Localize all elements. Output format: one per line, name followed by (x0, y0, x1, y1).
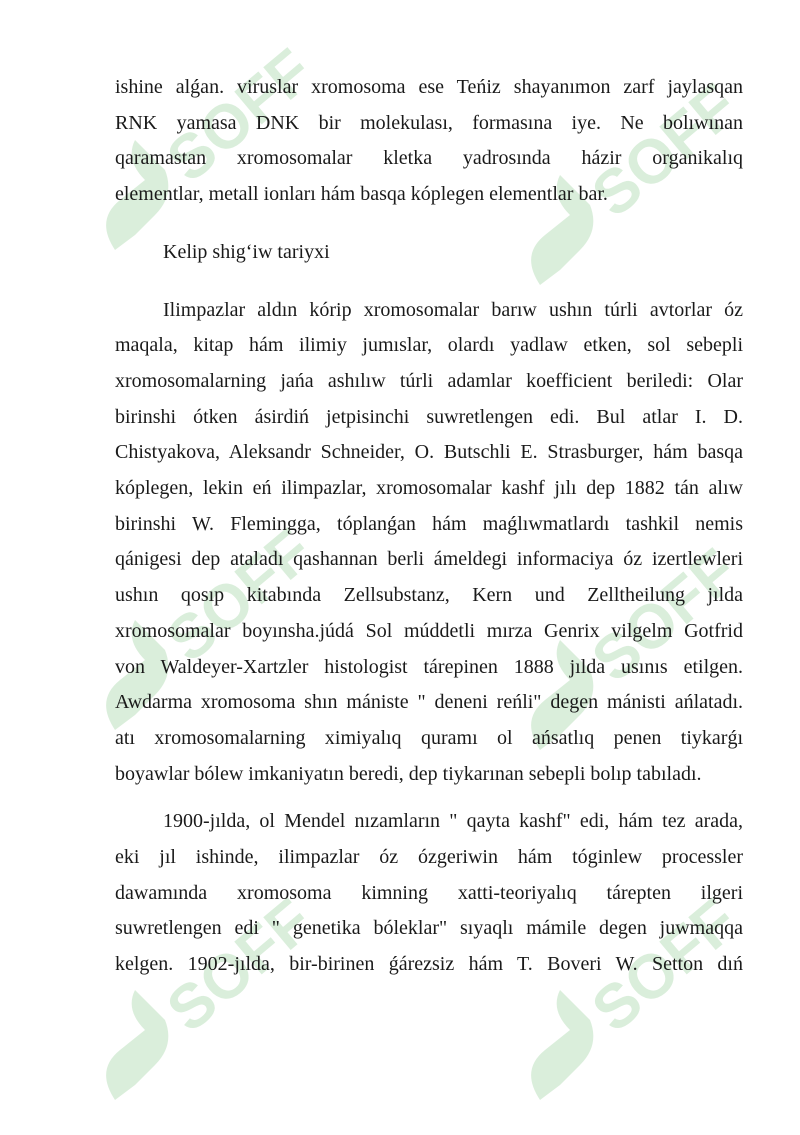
text-line: elementlar, metall ionları hám basqa kóplegen elementlar bar. (115, 183, 608, 206)
text-line: ishine alǵan. viruslar xromosoma ese Teńiz shayanımon zarf jaylasqan (115, 76, 743, 98)
text-line: maqala, kitap hám ilimiy jumıslar, olardı yadlaw etken, sol sebepli (115, 334, 743, 357)
text-line: birinshi ótken ásirdiń jetpisinchi suwretlengen edi. Bul atlar I. D. (115, 405, 743, 428)
text-line: suwretlengen edi " genetika bóleklar" sıyaqlı mámile degen juwmaqqa (115, 917, 743, 940)
text-line: 1900-jılda, ol Mendel nızamların " qayta kashf" edi, hám tez arada, (163, 810, 743, 833)
watermark-text: SOFF (579, 536, 750, 696)
watermark-text: SOFF (579, 71, 750, 231)
text-line: boyawlar bólew imkaniyatın beredi, dep tiykarınan sebepli bolıp tabıladı. (115, 762, 702, 785)
text-line: Chistyakova, Aleksandr Schneider, O. Butschli E. Strasburger, hám basqa (115, 441, 743, 464)
text-line: ushın qosıp kitabında Zellsubstanz, Kern und Zelltheilung jılda (115, 584, 743, 607)
text-line: dawamında xromosoma kimning xatti-teoriyalıq tárepten ilgeri (115, 881, 743, 904)
text-line: RNK yamasa DNK bir molekulası, formasına iye. Ne bolıwınan (115, 111, 743, 134)
text-line: kelgen. 1902-jılda, bir-birinen ǵárezsiz hám T. Boveri W. Setton dıń (115, 953, 743, 976)
document-page (115, 70, 743, 983)
paragraph-1 (115, 70, 743, 213)
section-heading: Kelip shig‘iw tariyxi (163, 240, 330, 263)
text-line: birinshi W. Flemingga, tóplanǵan hám maǵlıwmatlardı tashkil nemis (115, 512, 743, 535)
text-line: xromosomalarning jańa ashılıw túrli adamlar koefficient beriledi: Olar (115, 369, 743, 392)
watermark-text: SOFF (154, 886, 325, 1046)
text-line: Ilimpazlar aldın kórip xromosomalar barıw ushın túrli avtorlar óz (163, 298, 743, 321)
paragraph-3 (115, 804, 743, 983)
text-line: eki jıl ishinde, ilimpazlar óz ózgeriwin hám tóginlew processler (115, 846, 743, 869)
text-line: Awdarma xromosoma shın mániste " deneni reńli" degen mánisti ańlatadı. (115, 691, 743, 714)
text-line: qánigesi dep ataladı qashannan berli ámeldegi informaciya óz izertlewleri (115, 548, 743, 571)
text-line: qaramastan xromosomalar kletka yadrosında házir organikalıq (115, 147, 743, 170)
text-line: xromosomalar boyınsha.júdá Sol múddetli mırza Genrix vilgelm Gotfrid (115, 619, 743, 642)
text-line: kóplegen, lekin eń ilimpazlar, xromosomalar kashf jılı dep 1882 tán alıw (115, 477, 743, 500)
watermark-text: SOFF (579, 886, 750, 1046)
text-line: atı xromosomalarning ximiyalıq quramı ol ańsatlıq penen tiykarǵı (115, 726, 743, 749)
paragraph-2 (115, 293, 743, 793)
watermark-text: SOFF (154, 36, 325, 196)
text-line: von Waldeyer-Xartzler histologist tárepinen 1888 jılda usınıs etilgen. (115, 655, 743, 678)
watermark-text: SOFF (154, 516, 325, 676)
